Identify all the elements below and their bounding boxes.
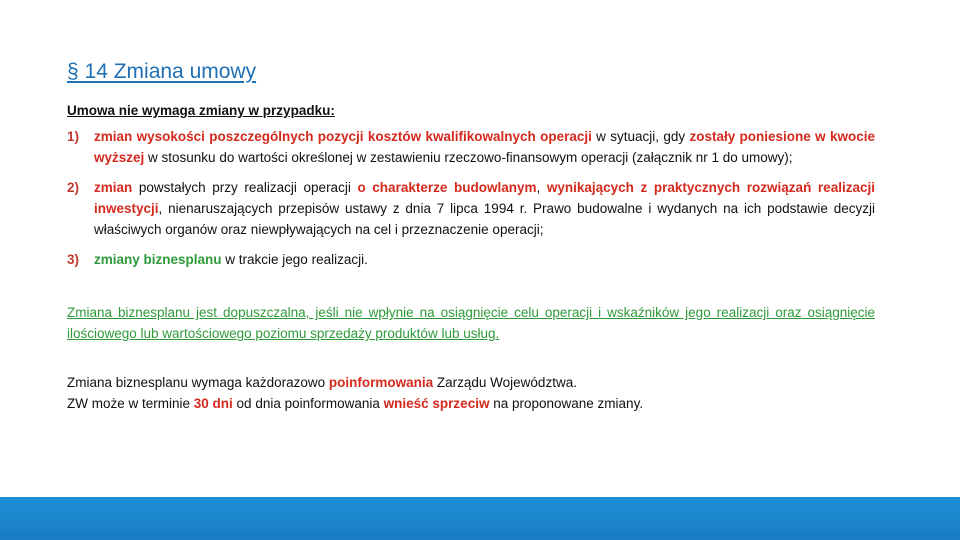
info-line-2 bbox=[67, 393, 875, 414]
info-text: Zarządu Województwa. bbox=[433, 375, 577, 390]
item-text: w trakcie jego realizacji. bbox=[221, 252, 368, 267]
business-plan-note: Zmiana biznesplanu jest dopuszczalna, jeśli nie wpłynie na osiągnięcie celu operacji i wskaźników jego realizacji oraz osiągnięcie ilościowego lub wartościowego poziomu sprzedaży produktów lub usług. bbox=[67, 305, 875, 341]
highlight-red: wnieść sprzeciw bbox=[383, 396, 490, 411]
highlight-red: wynikających z praktycznych rozwiązań realizacji inwestycji bbox=[94, 180, 875, 216]
item-text: , nienaruszających przepisów ustawy z dnia 7 lipca 1994 r. Prawo budowalne i wydanych na ich podstawie decyzji właściwych organów oraz niewpływających na cel i przeznaczenie operacji; bbox=[94, 201, 875, 237]
highlight-red: zmian bbox=[94, 180, 133, 195]
lead-text: Umowa nie wymaga zmiany w przypadku: bbox=[67, 103, 335, 118]
list-item bbox=[67, 126, 875, 168]
exceptions-list bbox=[67, 126, 875, 270]
list-item bbox=[67, 177, 875, 240]
info-paragraph bbox=[67, 372, 875, 414]
item-number: 1) bbox=[67, 129, 80, 144]
item-text: w sytuacji, gdy bbox=[591, 129, 690, 144]
footer-bar bbox=[0, 497, 960, 540]
highlight-red: zostały poniesione w kwocie wyższej bbox=[94, 129, 875, 165]
info-text: od dnia poinformowania bbox=[232, 396, 384, 411]
highlight-red: 30 dni bbox=[193, 396, 233, 411]
slide-title: § 14 Zmiana umowy bbox=[67, 60, 257, 83]
item-text: , bbox=[536, 180, 547, 195]
list-item bbox=[67, 249, 875, 270]
info-text: na proponowane zmiany. bbox=[489, 396, 644, 411]
info-text: Zmiana biznesplanu wymaga każdorazowo bbox=[67, 375, 329, 390]
highlight-green: zmiany biznesplanu bbox=[94, 252, 222, 267]
highlight-red: o charakterze budowlanym bbox=[357, 180, 537, 195]
item-text: powstałych przy realizacji operacji bbox=[132, 180, 358, 195]
item-text: w stosunku do wartości określonej w zestawieniu rzeczowo-finansowym operacji (załącznik nr 1 do umowy); bbox=[144, 150, 793, 165]
content-area bbox=[67, 102, 875, 414]
item-number: 2) bbox=[67, 180, 80, 195]
highlight-red: poinformowania bbox=[328, 375, 434, 390]
info-line-1 bbox=[67, 372, 875, 393]
highlight-red: zmian wysokości poszczególnych pozycji kosztów kwalifikowalnych operacji bbox=[94, 129, 592, 144]
info-text: ZW może w terminie bbox=[67, 396, 194, 411]
item-number: 3) bbox=[67, 252, 80, 267]
